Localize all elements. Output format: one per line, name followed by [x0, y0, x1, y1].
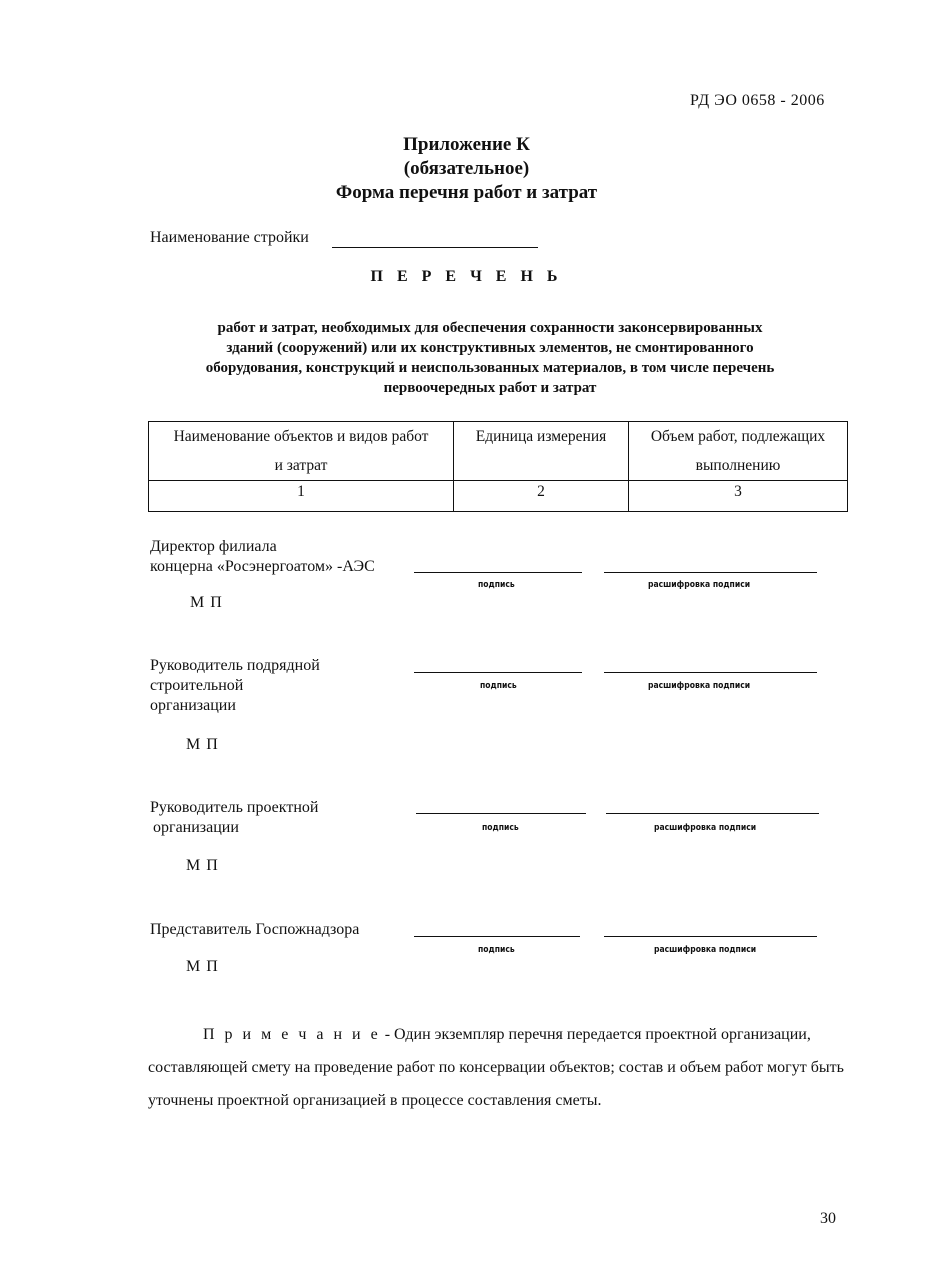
stamp-place: М П: [186, 736, 219, 753]
signature-line[interactable]: [416, 813, 586, 814]
table-number-row: [149, 481, 848, 512]
subtitle-line: первоочередных работ и затрат: [383, 380, 597, 396]
signature-caption: подпись: [478, 945, 515, 955]
works-table: [148, 421, 848, 512]
table-header-row: [149, 422, 848, 481]
signature-caption: подпись: [482, 823, 519, 833]
column-number: 2: [454, 481, 629, 512]
column-number: 3: [629, 481, 848, 512]
page-number: 30: [820, 1210, 836, 1227]
note-text: - Один экземпляр перечня передается проектной организации, составляющей смету на проведение работ по консервации объектов; состав и объем работ могут быть уточнены проектной организацией в процессе составления сметы.: [148, 1026, 844, 1109]
header-text: Объем работ, подлежащих: [650, 428, 826, 445]
header-unit: [454, 422, 629, 481]
stamp-place: М П: [186, 958, 219, 975]
stamp-place: М П: [190, 594, 223, 611]
form-title: Форма перечня работ и затрат: [335, 182, 598, 203]
name-caption: расшифровка подписи: [648, 681, 751, 691]
signature-caption: подпись: [478, 580, 515, 590]
name-caption: расшифровка подписи: [654, 823, 757, 833]
role-line: Руководитель проектной: [150, 799, 319, 816]
note-heading: П р и м е ч а н и е: [203, 1026, 381, 1043]
appendix-status: (обязательное): [403, 158, 530, 179]
note-paragraph: [148, 1018, 848, 1117]
signature-line[interactable]: [414, 672, 582, 673]
name-line[interactable]: [604, 936, 817, 937]
header-objects-works: [149, 422, 454, 481]
subtitle-line: работ и затрат, необходимых для обеспечения сохранности законсервированных: [217, 320, 763, 336]
signature-caption: подпись: [480, 681, 517, 691]
header-text: и затрат: [274, 457, 328, 474]
list-subtitle: [140, 318, 840, 398]
name-line[interactable]: [604, 672, 817, 673]
construction-site-field[interactable]: [332, 247, 538, 248]
appendix-title: Приложение К: [403, 134, 530, 155]
header-volume: [629, 422, 848, 481]
role-line: организации: [150, 697, 236, 714]
fire-inspection-role: [150, 920, 359, 940]
signature-line[interactable]: [414, 936, 580, 937]
role-line: организации: [153, 819, 239, 836]
director-role: [150, 537, 375, 577]
role-line: Представитель Госпожнадзора: [150, 921, 360, 938]
construction-site-label: Наименование стройки: [150, 229, 309, 246]
header-text: Единица измерения: [475, 428, 607, 445]
name-line[interactable]: [604, 572, 817, 573]
role-line: Директор филиала: [150, 538, 277, 555]
signature-line[interactable]: [414, 572, 582, 573]
name-caption: расшифровка подписи: [648, 580, 751, 590]
list-title: П Е Р Е Ч Е Н Ь: [370, 268, 563, 285]
subtitle-line: оборудования, конструкций и неиспользованных материалов, в том числе перечень: [205, 360, 775, 376]
contractor-role: [150, 656, 320, 716]
role-line: Руководитель подрядной: [150, 657, 320, 674]
name-line[interactable]: [606, 813, 819, 814]
column-number: 1: [149, 481, 454, 512]
subtitle-line: зданий (сооружений) или их конструктивных элементов, не смонтированного: [226, 340, 754, 356]
header-text: выполнению: [695, 457, 781, 474]
stamp-place: М П: [186, 857, 219, 874]
name-caption: расшифровка подписи: [654, 945, 757, 955]
document-code: РД ЭО 0658 - 2006: [690, 92, 825, 109]
role-line: строительной: [150, 677, 244, 694]
role-line: концерна «Росэнергоатом» -АЭС: [150, 558, 375, 575]
design-org-role: [150, 798, 318, 838]
header-text: Наименование объектов и видов работ: [173, 428, 429, 445]
